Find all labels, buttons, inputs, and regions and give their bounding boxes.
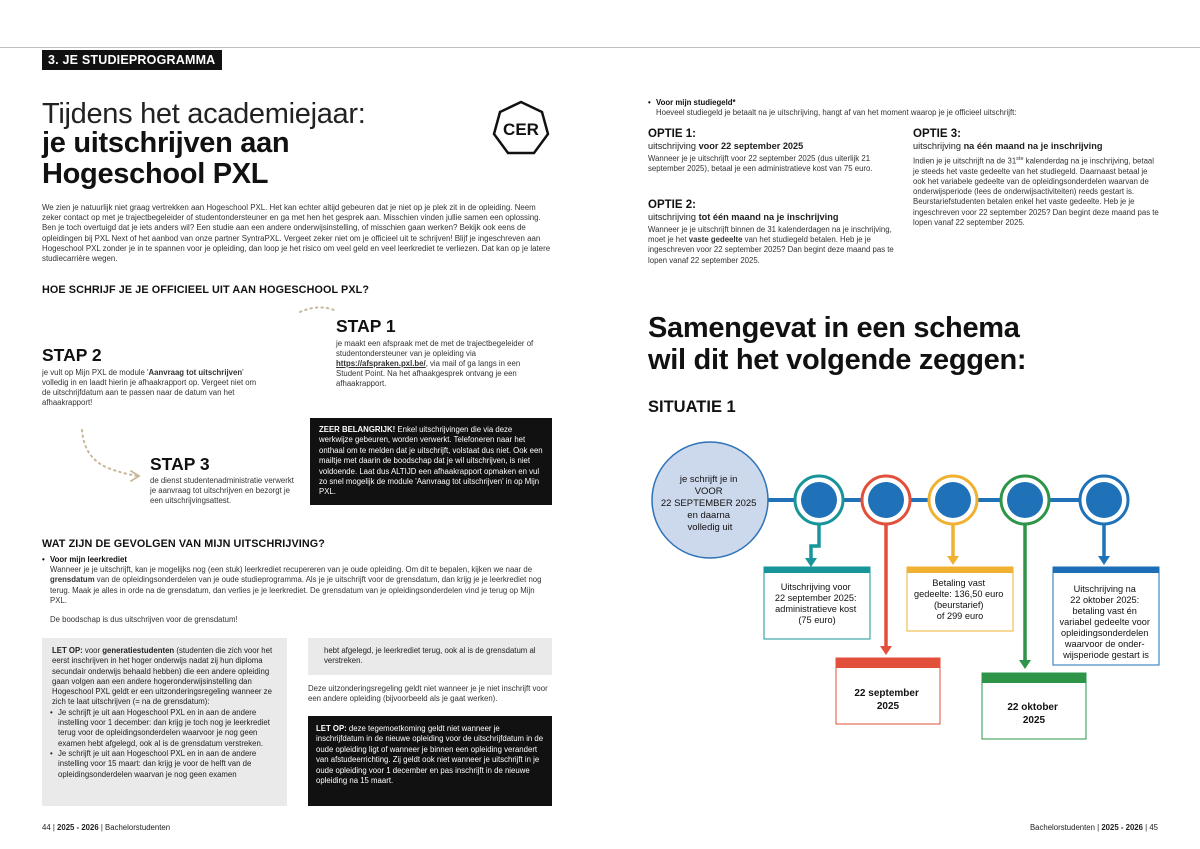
optie1-sub-a: uitschrijving: [648, 141, 699, 151]
footer-right-label: Bachelorstudenten: [1029, 823, 1095, 832]
optie2-title: OPTIE 2:: [648, 199, 696, 211]
box-yellow-line: (beurstarief): [933, 600, 984, 610]
letop1-item: • Je schrijft je uit aan Hogeschool PXL en in aan de andere instelling voor 1 december: dan krijg je toch nog je leerkrediet terug voor de opleidingsonderdelen waarvoor je nog geen examen hebt afgelegd, ook al is de grensdatum verstreken.: [50, 708, 279, 749]
heading-light: Tijdens het academiejaar:: [42, 98, 366, 130]
optie3-sub-b: na één maand na je inschrijving: [963, 141, 1103, 151]
box-teal-line: 22 september 2025:: [774, 593, 857, 603]
box-yellow: [907, 567, 1013, 631]
studiegeld-intro: Hoeveel studiegeld je betaalt na je uitschrijving, hangt af van het moment waarop je je officieel uitschrijft:: [656, 108, 1017, 118]
important-box: [310, 418, 552, 505]
stap1-title: STAP 1: [336, 316, 396, 336]
leerkrediet-strong: grensdatum: [50, 575, 95, 585]
optie3-body-sup: ste: [1016, 156, 1024, 162]
box-blue-line: wijsperiode gestart is: [1063, 650, 1149, 660]
leerkrediet-text: [42, 565, 552, 606]
optie3-body: [913, 154, 1161, 228]
leerkrediet-block: [42, 555, 552, 625]
letop1-text-a: voor: [82, 646, 103, 655]
optie3-body-a: Indien je je uitschrijft na de 31: [913, 156, 1017, 166]
letop-black-box: [308, 716, 552, 806]
schema-title-line-2: wil dit het volgende zeggen:: [648, 344, 1027, 376]
footer-left-year: 2025 - 2026: [57, 823, 99, 832]
start-line: VOOR: [694, 486, 723, 497]
letop1-text-b: (studenten die zich voor het eerst inschrijven in het hoger onderwijs nadat zij hun diploma secundair onderwijs behaald hebben) die een andere opleiding gaan volgen aan een andere hogeronderwijsinstelling dan Hogeschool PXL geldt er een uitzonderingsregeling wanneer ze zich te laat uitschrijven (= na de grensdatum):: [52, 646, 273, 707]
leerkrediet-text-b: van de opleidingsonderdelen van je oude studieprogramma. Als je je uitschrijft voor de grensdatum, dan krijg je je leerkrediet nog terug. Maak je alles in orde na de grensdatum, dan verlies je je leerkrediet. De grensdatum van je opleidingsonderdelen vind je terug op Mijn PXL.: [50, 575, 542, 605]
leerkrediet-text-a: Wanneer je je uitschrijft, kan je mogelijks nog (een stuk) leerkrediet recupereren van je oude opleiding. Om dit te bepalen, kijken we naar de: [50, 565, 533, 575]
stap3-title: STAP 3: [150, 454, 210, 474]
box-yellow-line: Betaling vast: [932, 578, 986, 588]
start-line: volledig uit: [687, 522, 733, 533]
stap2-block: [42, 345, 262, 408]
optie3-body-b: kalenderdag na je inschrijving, betaal je steeds het vaste gedeelte van het studiegeld. Daarnaast betaal je ook het variabele gedeelte van de opleidingsonderdelen waarvan de onderwijsperiode (lees de onderwijsactiviteiten) reeds gestart is. Beurstariefstudenten betalen enkel het vaste gedeelte. Heb je je ingeschreven voor 22 september 2025? Dan begint deze maand pas te lopen vanaf 22 september 2025.: [913, 156, 1159, 227]
optie1-sub-b: voor 22 september 2025: [698, 141, 804, 151]
optie2-sub-a: uitschrijving: [648, 212, 699, 222]
afspraken-link[interactable]: https://afspraken.pxl.be/: [336, 359, 426, 368]
box-blue-line: opleidingsonderdelen: [1061, 628, 1149, 638]
letop-generatie-box: [42, 638, 287, 806]
footer-left-label: Bachelorstudenten: [105, 823, 171, 832]
letop2-text: deze tegemoetkoming geldt niet wanneer je inschrijfdatum in de nieuwe opleiding voor de uitschrijfdatum in de oude opleiding ligt of wanneer je binnen een opleiding verandert van afstudeerrichting. Zij geldt ook niet wanneer je uitschrijft in je oude opleiding voor 1 december en pas inschrijft in de nieuwe opleiding na 15 maart.: [316, 724, 544, 786]
stap1-text: [336, 339, 536, 389]
start-line: 22 SEPTEMBER 2025: [660, 498, 757, 509]
gevolgen-heading: WAT ZIJN DE GEVOLGEN VAN MIJN UITSCHRIJVING?: [42, 538, 325, 550]
stap2-strong: Aanvraag tot uitschrijven: [148, 368, 243, 377]
box-blue-line: Uitschrijving na: [1073, 584, 1136, 594]
schema-title-line-1: Samengevat in een schema: [648, 312, 1020, 344]
node-yellow-dot: [935, 482, 971, 518]
optie3-title: OPTIE 3:: [913, 128, 961, 140]
arrow-teal: [811, 524, 819, 562]
box-teal-line: (75 euro): [798, 615, 836, 625]
situatie-title: SITUATIE 1: [648, 398, 736, 416]
cer-logo: [492, 100, 550, 158]
box-red-line: 2025: [876, 701, 900, 712]
heading-bold-line-2: Hogeschool PXL: [42, 158, 269, 190]
how-heading: HOE SCHRIJF JE JE OFFICIEEL UIT AAN HOGESCHOOL PXL?: [42, 284, 370, 296]
top-rule: [0, 47, 1200, 48]
box-blue-text: [1060, 584, 1153, 660]
optie2-body-strong: vaste gedeelte: [688, 235, 743, 245]
letop1-label: LET OP:: [52, 646, 83, 655]
box-blue-line: waarvoor de onder-: [1064, 639, 1145, 649]
optie1-sub: [648, 141, 898, 151]
cer-logo-text: CER: [503, 120, 539, 139]
optie3-sub-a: uitschrijving: [913, 141, 964, 151]
box-yellow-line: of 299 euro: [936, 611, 984, 621]
important-label: ZEER BELANGRIJK!: [319, 425, 396, 434]
stap3-block: [150, 454, 300, 506]
stap2-text: [42, 368, 262, 408]
box-blue-line: 22 oktober 2025:: [1070, 595, 1140, 605]
letop2-label: LET OP:: [316, 724, 347, 733]
optie3-sub: [913, 141, 1161, 151]
box-red-line: 22 september: [854, 688, 919, 699]
box-green-line: 2025: [1022, 715, 1046, 726]
leerkrediet-message: De boodschap is dus uitschrijven voor de grensdatum!: [50, 615, 238, 625]
box-teal-line: Uitschrijving voor: [780, 582, 851, 592]
stap1-text-b: , via mail of ga langs in een Student Point. Na het afhaakgesprek ontvang je een afhaakrapport.: [336, 359, 521, 388]
box-blue-line: variabel gedeelte voor: [1059, 617, 1150, 627]
studiegeld-block: [648, 98, 1068, 118]
optie2-body-a: Wanneer je je uitschrijft binnen de 31 kalenderdagen na je inschrijving, moet je het: [648, 225, 892, 245]
optie1-title: OPTIE 1:: [648, 128, 696, 140]
box-blue-line: betaling vast én: [1072, 606, 1137, 616]
optie2-sub-b: tot één maand na je inschrijving: [698, 212, 839, 222]
section-tag: 3. JE STUDIEPROGRAMMA: [42, 50, 222, 70]
heading-bold-line-1: je uitschrijven aan: [42, 127, 290, 159]
optie1-block: [648, 128, 898, 174]
intro-text: We zien je natuurlijk niet graag vertrekken aan Hogeschool PXL. Het kan echter altijd gebeuren dat je niet op je plek zit in de opleiding. Neem zeker contact op met je trajectbegeleider of studentondersteuner en ga met hen het gesprek aan. Misschien vinden jullie samen een oplossing. Ben je toch overtuigd dat je iets anders wil? Een studie aan een andere onderwijsinstelling, of misschien gaan werken? Bekijk ook eens de opleidingen bij PXL Next of het aanbod van onze partner SyntraPXL. Vergeet zeker niet om je officieel uit te schrijven! Blijf je ingeschreven aan Hogeschool PXL zonder je in te spannen voor je opleiding, dan loop je het risico om veel geld en veel leerkrediet te verliezen. Dat kan op je latere studiecarrière wegen.: [42, 203, 551, 264]
footer-left-page: 44: [42, 823, 51, 832]
letop1-text: [50, 646, 279, 708]
schema-title: [648, 312, 1026, 376]
important-text: Enkel uitschrijvingen die via deze werkwijze gebeuren, worden verwerkt. Telefoneren naar het onthaal om te melden dat je uitschrijft, volstaat dus niet. Ook een mailtje met daarin de boodschap dat je wil uitschrijven, is niet voldoende. Laat dus ALTIJD een afhaakrapport opmaken en vul zo snel mogelijk de module 'Aanvraag tot uitschrijven' in op Mijn PXL.: [319, 425, 543, 497]
stap1-block: [336, 316, 536, 389]
node-teal-dot: [801, 482, 837, 518]
letop-continuation-box: hebt afgelegd, je leerkrediet terug, ook al is de grensdatum al verstreken.: [308, 638, 552, 675]
node-red-dot: [868, 482, 904, 518]
node-green-dot: [1007, 482, 1043, 518]
timeline-diagram: [640, 430, 1180, 750]
footer-right-year: 2025 - 2026: [1101, 823, 1143, 832]
heading-bold: [42, 128, 289, 190]
stap2-text-b: ' volledig in en laadt hierin je afhaakrapport op. Vergeet niet om de uitschrijfdatum aan te passen naar de datum van het afhaakrapport!: [42, 368, 257, 407]
start-line: en daarna: [687, 510, 731, 521]
optie1-body: Wanneer je je uitschrijft voor 22 september 2025 (dus uiterlijk 21 september 2025), betaal je een administratieve kost van 75 euro.: [648, 154, 873, 174]
footer-left: 44 | 2025 - 2026 | Bachelorstudenten: [42, 823, 171, 832]
box-teal-line: administratieve kost: [775, 604, 857, 614]
exception-note: Deze uitzonderingsregeling geldt niet wanneer je je niet inschrijft voor een andere opleiding (bijvoorbeeld als je gaat werken).: [308, 684, 548, 704]
optie3-block: [913, 128, 1161, 228]
stap2-title: STAP 2: [42, 345, 102, 365]
optie2-body: [648, 225, 898, 266]
optie2-block: [648, 199, 898, 266]
stap1-text-a: je maakt een afspraak met de met de trajectbegeleider of studentondersteuner van je opleiding via: [336, 339, 534, 358]
optie2-body-b: van het studiegeld betalen. Heb je je ingeschreven voor 22 september 2025? Dan begint deze maand pas te lopen vanaf 22 september 2025.: [648, 235, 894, 265]
stap3-text: de dienst studentenadministratie verwerkt je aanvraag tot uitschrijven en bezorgt je een uitschrijvingsattest.: [150, 476, 294, 505]
optie2-sub: [648, 212, 898, 222]
box-yellow-line: gedeelte: 136,50 euro: [914, 589, 1004, 599]
letop1-strong: generatiestudenten: [102, 646, 175, 655]
footer-right: Bachelorstudenten | 2025 - 2026 | 45: [1029, 823, 1158, 832]
letop1-item: • Je schrijft je uit aan Hogeschool PXL en in aan de andere instelling voor 15 maart: dan krijg je voor de helft van de opleidingsonderdelen waarvan je nog geen examen: [50, 749, 279, 780]
box-green-line: 22 oktober: [1007, 702, 1058, 713]
leerkrediet-bullet: • Voor mijn leerkrediet: [42, 555, 552, 565]
stap2-text-a: je vult op Mijn PXL de module ': [42, 368, 149, 377]
node-blue-dot: [1086, 482, 1122, 518]
start-line: je schrijft je in: [679, 474, 738, 485]
studiegeld-bullet: • Voor mijn studiegeld*: [648, 98, 1068, 108]
footer-right-page: 45: [1149, 823, 1158, 832]
box-teal: [764, 567, 870, 639]
